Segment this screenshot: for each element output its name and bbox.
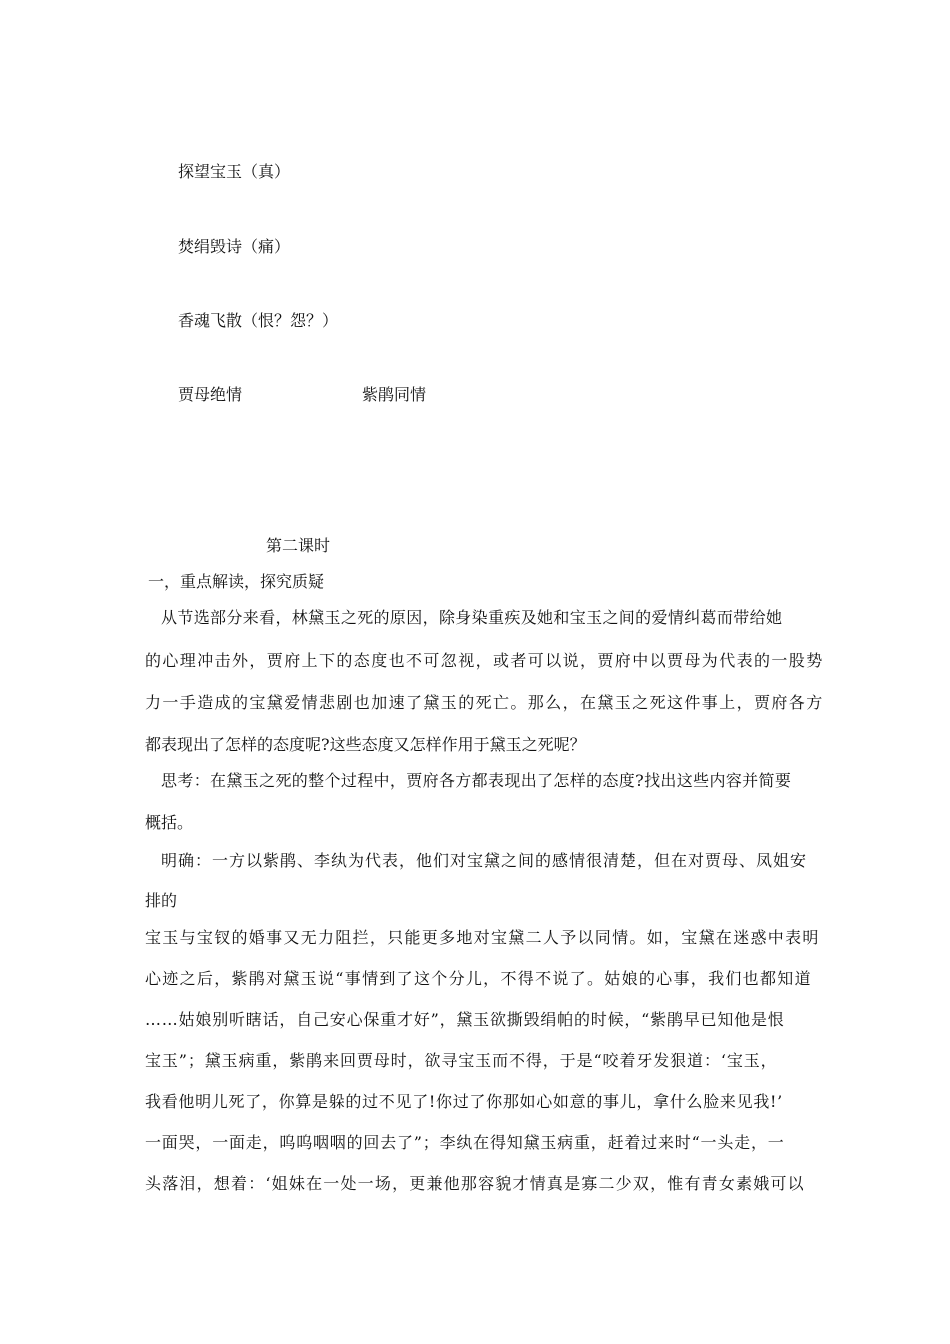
outline-item-death: 香魂飞散（恨？怨？） [178,311,339,330]
paragraph-line: 排的 [145,891,178,910]
paragraph-line: 概括。 [145,813,194,832]
paragraph-line: 头落泪，想着：‘姐妹在一处一场，更兼他那容貌才情真是寡二少双，惟有青女素娥可以 [145,1174,805,1193]
paragraph-line: 的心理冲击外，贾府上下的态度也不可忽视，或者可以说，贾府中以贾母为代表的一股势 [145,651,824,670]
paragraph-line: 都表现出了怎样的态度呢?这些态度又怎样作用于黛玉之死呢？ [145,735,586,754]
paragraph-line: ……姑娘别听瞎话，自己安心保重才好”，黛玉欲撕毁绢帕的时候，“紫鹃早已知他是恨 [145,1010,785,1029]
paragraph-line: 宝玉”；黛玉病重，紫鹃来回贾母时，欲寻宝玉而不得，于是“咬着牙发狠道：‘宝玉， [145,1051,778,1070]
outline-item-zijuan: 紫鹃同情 [362,385,427,404]
lesson-title: 第二课时 [266,536,331,555]
paragraph-line: 心迹之后，紫鹃对黛玉说“事情到了这个分儿，不得不说了。姑娘的心事，我们也都知道 [145,969,812,988]
paragraph-line: 明确：一方以紫鹃、李纨为代表，他们对宝黛之间的感情很清楚，但在对贾母、凤姐安 [161,851,808,870]
outline-item-burn: 焚绢毁诗（痛） [178,237,291,256]
paragraph-line: 思考：在黛玉之死的整个过程中，贾府各方都表现出了怎样的态度?找出这些内容并简要 [161,771,792,790]
paragraph-line: 一面哭，一面走，呜呜咽咽的回去了”；李纨在得知黛玉病重，赶着过来时“一头走，一 [145,1133,785,1152]
paragraph-line: 我看他明儿死了，你算是躲的过不见了!你过了你那如心如意的事儿，拿什么脸来见我!’ [145,1092,783,1111]
outline-item-visit: 探望宝玉（真） [178,162,291,181]
paragraph-line: 从节选部分来看，林黛玉之死的原因，除身染重疾及她和宝玉之间的爱情纠葛而带给她 [161,608,783,627]
paragraph-line: 宝玉与宝钗的婚事又无力阻拦，只能更多地对宝黛二人予以同情。如，宝黛在迷惑中表明 [145,928,820,947]
paragraph-line: 力一手造成的宝黛爱情悲剧也加速了黛玉的死亡。那么，在黛玉之死这件事上，贾府各方 [145,693,824,712]
outline-item-grandmother: 贾母绝情 [178,385,243,404]
section-heading: 一，重点解读，探究质疑 [148,572,325,591]
